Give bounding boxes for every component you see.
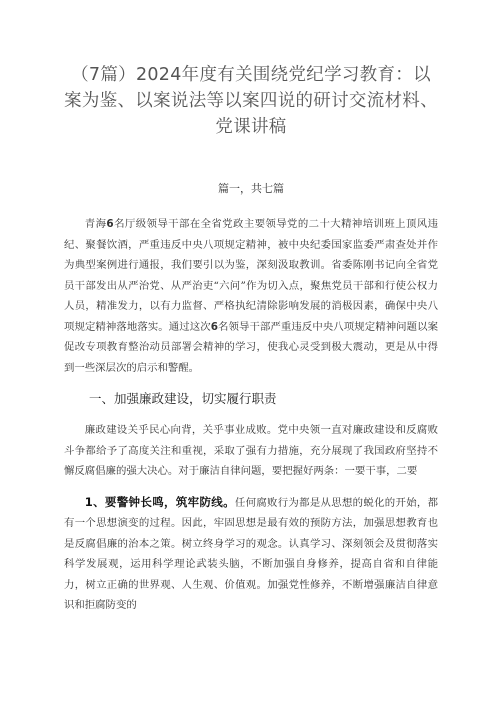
intro-paragraph [64, 214, 438, 378]
intro-text-c: 名领导干部严重违反中央八项规定精神问题以案促改专项教育整治动员部署会精神的学习，使我心灵受到极大震动，更是从中得到一些深层次的启示和警醒。 [64, 320, 439, 374]
subsection-text: 任何腐败行为都是从思想的蜕化的开始，都有一个思想演变的过程。因此，牢固思想是最有效的预防方法，加强思想教育也是反腐倡廉的治本之策。树立终身学习的观念。认真学习、深刻领会及贯彻落实科学发展观，运用科学理论武装头脑，不断加强自身修养，提高自省和自律能力，树立正确的世界观、人生观、价值观。加强党性修养，不断增强廉洁自律意识和拒腐防变的 [64, 496, 438, 611]
section-1-paragraph: 廉政建设关乎民心向背，关乎事业成败。党中央领一直对廉政建设和反腐败斗争都给予了高度关注和重视，采取了强有力措施，充分展现了我国政府坚持不懈反腐倡廉的强大决心。对于廉洁自律问题，要把握好两条：一要干事，二要 [64, 424, 438, 477]
document-subtitle: 篇一，共七篇 [218, 182, 284, 195]
document-title: （7篇）2024年度有关围绕党纪学习教育：以案为鉴、以案说法等以案四说的研讨交流材料、党课讲稿 [64, 65, 438, 137]
subsection-paragraph [64, 492, 438, 616]
subsection-heading-1: 1、要警钟长鸣，筑牢防线。 [84, 494, 235, 509]
intro-number-2: 6 [210, 320, 218, 333]
intro-text-a: 青海 [84, 218, 107, 230]
section-heading-1: 一、加强廉政建设，切实履行职责 [89, 391, 277, 406]
intro-number-1: 6 [106, 218, 114, 230]
intro-text-b: 名厅级领导干部在全省党政主要领导党的二十大精神培训班上顶风违纪、聚餐饮酒，严重违反中央八项规定精神，被中央纪委国家监委严肃查处并作为典型案例进行通报，我们要引以为鉴，深刻汲取教训。省委陈刚书记向全省党员干部发出从严治党、从严治吏“六问”作为切入点，聚焦党员干部和行使公权力人员，精准发力，以有力监督、严格执纪清除影响发展的消极因素，确保中央八项规定精神落地落实。通过这次 [64, 218, 438, 333]
